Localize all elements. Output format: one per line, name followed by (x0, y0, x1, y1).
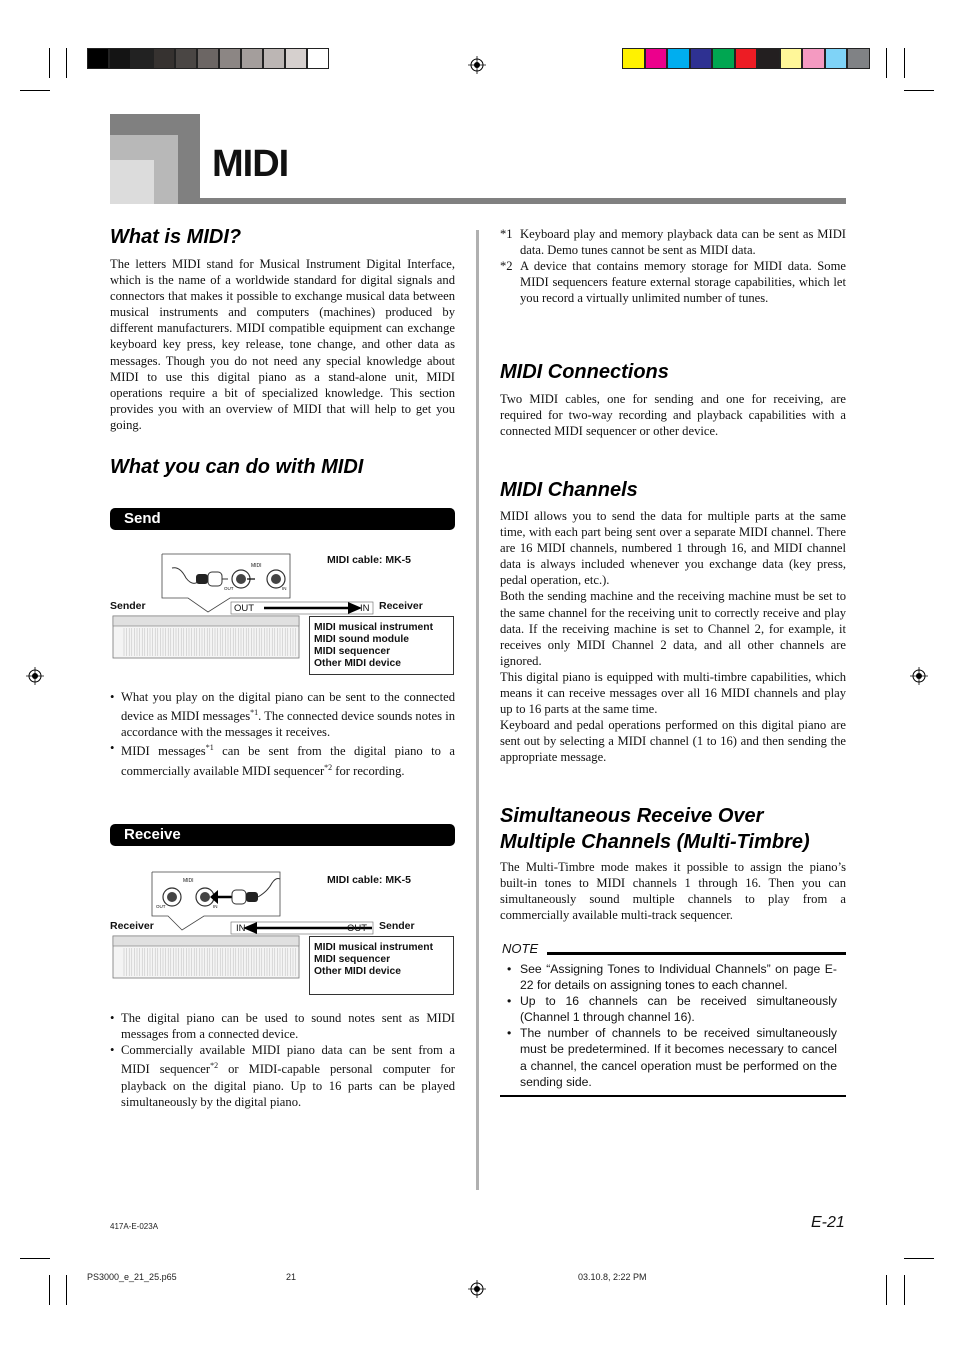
print-file-name: PS3000_e_21_25.p65 (87, 1272, 177, 1282)
sending-devices-box (309, 936, 454, 995)
gray-swatch (109, 48, 131, 69)
color-swatch (690, 48, 713, 69)
device-item: MIDI sound module (314, 634, 409, 645)
receiver-label: Receiver (379, 600, 423, 612)
out-port-label: OUT (234, 603, 255, 614)
note-label: NOTE (502, 941, 539, 956)
gray-swatch (153, 48, 175, 69)
registration-mark-icon (468, 56, 486, 74)
print-datetime: 03.10.8, 2:22 PM (578, 1272, 647, 1282)
list-item: • See “Assigning Tones to Individual Channels” on page E-22 for details on assigning tones to each channel. (500, 961, 837, 993)
page-number: E-21 (811, 1214, 845, 1231)
gray-swatch (175, 48, 197, 69)
registration-mark-icon (910, 667, 928, 685)
gray-swatch (241, 48, 263, 69)
device-item: MIDI musical instrument (314, 622, 434, 633)
registration-mark-icon (468, 1280, 486, 1298)
gray-swatch (197, 48, 219, 69)
color-swatch (757, 48, 780, 69)
jack-in-label: IN (282, 586, 287, 591)
multi-timbre-text: The Multi-Timbre mode makes it possible to assign the piano’s built-in tones to MIDI channels 1 through 16. Then you can simultaneously sound multiple channels to play from a commercially available multi-track sequencer. (500, 860, 846, 923)
gray-swatch (131, 48, 153, 69)
sender-label: Sender (379, 920, 415, 932)
in-port-label: IN (360, 603, 370, 614)
list-item: • MIDI messages$^{*1}$ can be sent from the digital piano to a commercially available MIDI sequencer$^{*2}$ for recording. (110, 740, 455, 779)
color-swatch (735, 48, 758, 69)
doc-code: 417A-E-023A (110, 1222, 159, 1231)
note-list (500, 961, 837, 1090)
list-item: • The number of channels to be received simultaneously must be predetermined. If it becomes necessary to cancel a channel, the cancel operation must be performed on the sending side. (500, 1025, 837, 1089)
jack-midi-label: MIDI (251, 563, 262, 569)
page-title: MIDI (212, 143, 289, 185)
note-top-rule (547, 952, 846, 955)
cable-label: MIDI cable: MK-5 (327, 874, 412, 886)
device-item: Other MIDI device (314, 966, 401, 977)
color-swatch (780, 48, 803, 69)
column-divider (476, 230, 479, 1190)
color-swatch (825, 48, 848, 69)
device-item: MIDI sequencer (314, 646, 391, 657)
receive-bar: Receive (110, 824, 455, 846)
color-swatch (802, 48, 825, 69)
jack-out-label: OUT (224, 586, 234, 591)
device-item: Other MIDI device (314, 658, 401, 669)
list-item: • Up to 16 channels can be received simultaneously (Channel 1 through channel 16). (500, 993, 837, 1025)
section-heading-multi-timbre: Simultaneous Receive Over Multiple Channels (Multi-Timbre) (500, 805, 810, 853)
gray-swatch (219, 48, 241, 69)
list-item: • Commercially available MIDI piano data can be sent from a MIDI sequencer$^{*2}$ or MIDI-capable personal computer for playback on the digital piano. Up to 16 parts can be played simultaneously by the digital piano. (110, 1042, 455, 1110)
in-port-label: IN (236, 923, 246, 934)
receive-bullets (110, 1010, 455, 1110)
receiver-label: Receiver (110, 920, 154, 932)
color-swatch (645, 48, 668, 69)
color-swatch (622, 48, 645, 69)
footnotes (500, 226, 846, 306)
list-item: • The digital piano can be used to sound notes sent as MIDI messages from a connected device. (110, 1010, 455, 1042)
jack-in-label: IN (213, 904, 218, 909)
color-swatch (667, 48, 690, 69)
note-bottom-rule (500, 1095, 846, 1097)
cable-label: MIDI cable: MK-5 (327, 554, 412, 566)
title-decoration (110, 160, 154, 204)
send-diagram (110, 548, 455, 678)
footnote: *1 Keyboard play and memory playback data can be sent as MIDI data. Demo tunes cannot be sent as MIDI data. (500, 227, 846, 257)
device-item: MIDI musical instrument (314, 942, 434, 953)
section-heading-what-you-can-do: What you can do with MIDI (110, 456, 364, 478)
footnote: *2 A device that contains memory storage for MIDI data. Some MIDI sequencers feature external storage capabilities, which let you record a virtually unlimited number of tunes. (500, 259, 846, 305)
send-bullets (110, 689, 455, 779)
section-heading-midi-channels: MIDI Channels (500, 479, 638, 501)
sender-label: Sender (110, 600, 146, 612)
gray-swatch (285, 48, 307, 69)
gray-swatch (307, 48, 329, 69)
title-rule (200, 198, 846, 204)
section-heading-what-is-midi: What is MIDI? (110, 226, 242, 248)
out-port-label: OUT (347, 923, 368, 934)
midi-connections-text: Two MIDI cables, one for sending and one for receiving, are required for two-way recording and playback capabilities with a connected MIDI sequencer or other device. (500, 392, 846, 439)
jack-midi-label: MIDI (183, 878, 194, 884)
what-is-midi-text: The letters MIDI stand for Musical Instrument Digital Interface, which is the name of a worldwide standard for digital signals and connectors that makes it possible to exchange musical data between musical instruments and computers (machines) produced by different manufacturers. MIDI compatible equipment can exchange keyboard key press, key release, tone change, and other data as messages. Though you do not need any special knowledge about MIDI to use this digital piano as a stand-alone unit, MIDI operations require a bit of specialized knowledge. This section provides you with an overview of MIDI that will help to get you going. (110, 257, 455, 432)
color-swatch (712, 48, 735, 69)
jack-out-label: OUT (156, 904, 166, 909)
print-sheet-number: 21 (286, 1272, 297, 1282)
midi-channels-text: MIDI allows you to send the data for multiple parts at the same time, with each part being sent over a separate MIDI channel. There are 16 MIDI channels, numbered 1 through 16, and MIDI channel data is always included whenever you exchange data (key press, pedal operation, etc.). Both the sending machine and the receiving machine must be set to the same channel for the receiving unit to correctly receive and play data. If the receiving machine is set to Channel 2, for example, it receives only MIDI Channel 2 data, and all other channels are ignored. This digital piano is equipped with multi-timbre capabilities, which means it can receive messages over all 16 MIDI channels and play up to 16 parts at the same time. Keyboard and pedal operations performed on this digital piano are sent out by selecting a MIDI channel (1 to 16) and then sending the appropriate message. (500, 509, 846, 765)
receiving-devices-box (309, 616, 454, 675)
registration-mark-icon (26, 667, 44, 685)
send-bar: Send (110, 508, 455, 530)
color-swatch (847, 48, 870, 69)
receive-diagram (110, 868, 455, 998)
section-heading-midi-connections: MIDI Connections (500, 361, 669, 383)
gray-swatch (263, 48, 285, 69)
gray-swatch (87, 48, 109, 69)
device-item: MIDI sequencer (314, 954, 391, 965)
list-item: • What you play on the digital piano can be sent to the connected device as MIDI messages$^{*1}$. The connected device sounds notes in accordance with the messages it receives. (110, 689, 455, 740)
